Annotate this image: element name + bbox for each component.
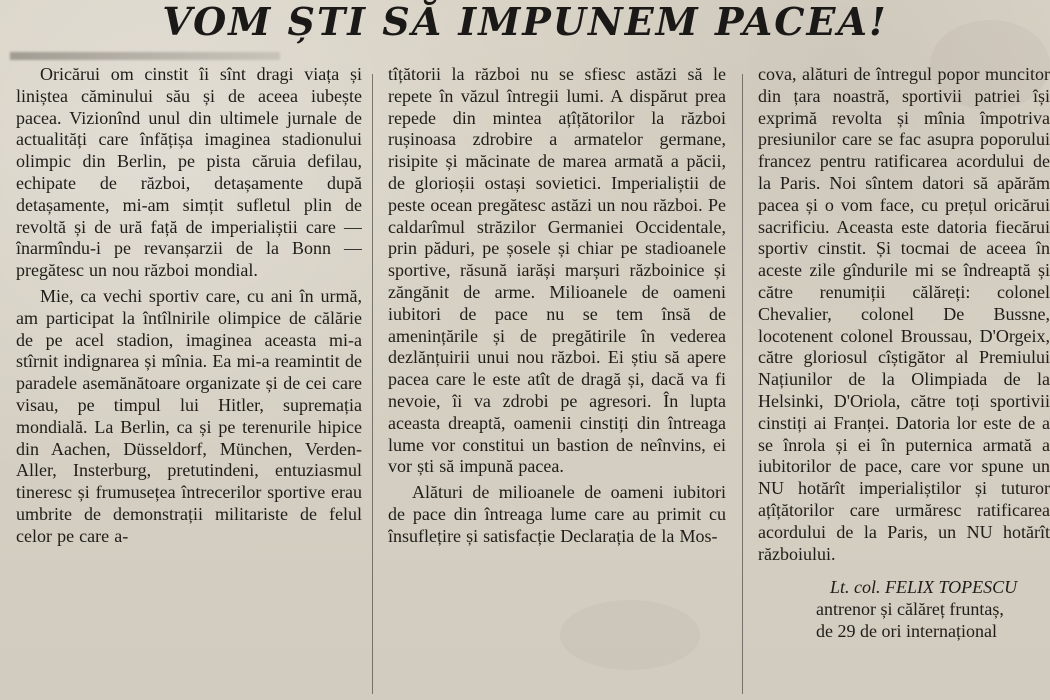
article-column-1 — [16, 64, 362, 700]
column-divider-1 — [372, 74, 373, 694]
paragraph-4: Alături de milioanele de oameni iubitori de pace din întreaga lume care au primit cu însuflețire și satisfacție Declarația de la Mos- — [388, 482, 726, 546]
article-column-3 — [758, 64, 1050, 700]
author-name: Lt. col. FELIX TOPESCU — [830, 577, 1018, 598]
paragraph-3: tîțătorii la război nu se sfiesc astăzi să le repete în văzul întregii lumi. A dispărut prea repede din mintea ațîțătorilor la război rușinoasa zdrobire a armatelor germane, risipite și măcinate de marea armată a păcii, de glorioșii ostași sovietici. Imperialiștii de peste ocean pregătesc astăzi un nou război. Pe caldarîmul străzilor Germaniei Occidentale, prin păduri, pe șosele și chiar pe stadioanele sportive, răsună iarăși marșuri războinice și zăngănit de arme. Milioanele de oameni iubitori de pace nu se tem însă de amenințările și de pregătirile în vederea dezlănțuirii unui nou război. Ei știu să apere pacea care le este atît de dragă și, dacă va fi nevoie, îi va zdrobi pe agresori. În lupta aceasta dreaptă, oamenii cinstiți din întreaga lume vor constitui un bastion de neînvins, ei vor ști să impună pacea. — [388, 64, 726, 477]
paragraph-1: Oricărui om cinstit îi sînt dragi viața și liniștea căminului său și de aceea iubește pacea. Vizionînd unul din ultimele jurnale de actualități care înfățișa imaginea stadionului olimpic din Berlin, pe pista căruia defilau, echipate de război, detașamente după detașamente, mi-am simțit sufletul plin de revoltă și de ură față de imperialiștii care — înarmîndu-i pe revanșarzii de la Bonn — pregătesc un nou război mondial. — [16, 64, 362, 281]
paragraph-5: cova, alături de întregul popor muncitor din țara noastră, sportivii patriei își exprimă revolta și mînia împotriva presiunilor care se fac asupra poporului francez pentru ratificarea acordului de la Paris. Noi sîntem datori să apărăm pacea și o vom face, cu prețul oricărui sacrificiu. Aceasta este datoria fiecărui sportiv cinstit. Și tocmai de aceea în aceste zile gîndurile mi se îndreaptă și către renumiții călăreți: colonel Chevalier, colonel De Bussne, locotenent colonel Broussau, D'Orgeix, către gloriosul cîștigător al Premiului Națiunilor de la Olimpiada de la Helsinki, D'Oriola, către toți sportivii cinstiți ai Franței. Datoria lor este de a se înrola și ei în puternica armată a iubitorilor de pace, care vor spune un NU hotărît imperialiștilor și tuturor ațîțătorilor care urmăresc ratificarea acordului de la Paris, un NU hotărît războiului. — [758, 64, 1050, 564]
headline-underline — [10, 52, 280, 60]
paragraph-2: Mie, ca vechi sportiv care, cu ani în urmă, am participat la întîlnirile olimpice de călărie de pe acel stadion, imaginea aceasta mi-a stîrnit indignarea și mînia. Ea mi-a reamintit de paradele asemănătoare organizate și de cei care visau, pe timpul lui Hitler, supremația mondială. La Berlin, ca și pe terenurile hipice din Aachen, Düsseldorf, München, Verden-Aller, Insterburg, pretutindeni, entuziasmul tineresc și frumusețea întrecerilor sportive erau umbrite de demonstrații militariste de felul celor pe care a- — [16, 285, 362, 546]
article-headline: VOM ȘTI SĂ IMPUNEM PACEA! — [162, 0, 888, 44]
column-divider-2 — [742, 74, 743, 694]
author-role: antrenor și călăreț fruntaș, — [816, 599, 1004, 620]
article-column-2 — [388, 64, 726, 700]
author-rank: de 29 de ori internațional — [816, 620, 997, 641]
